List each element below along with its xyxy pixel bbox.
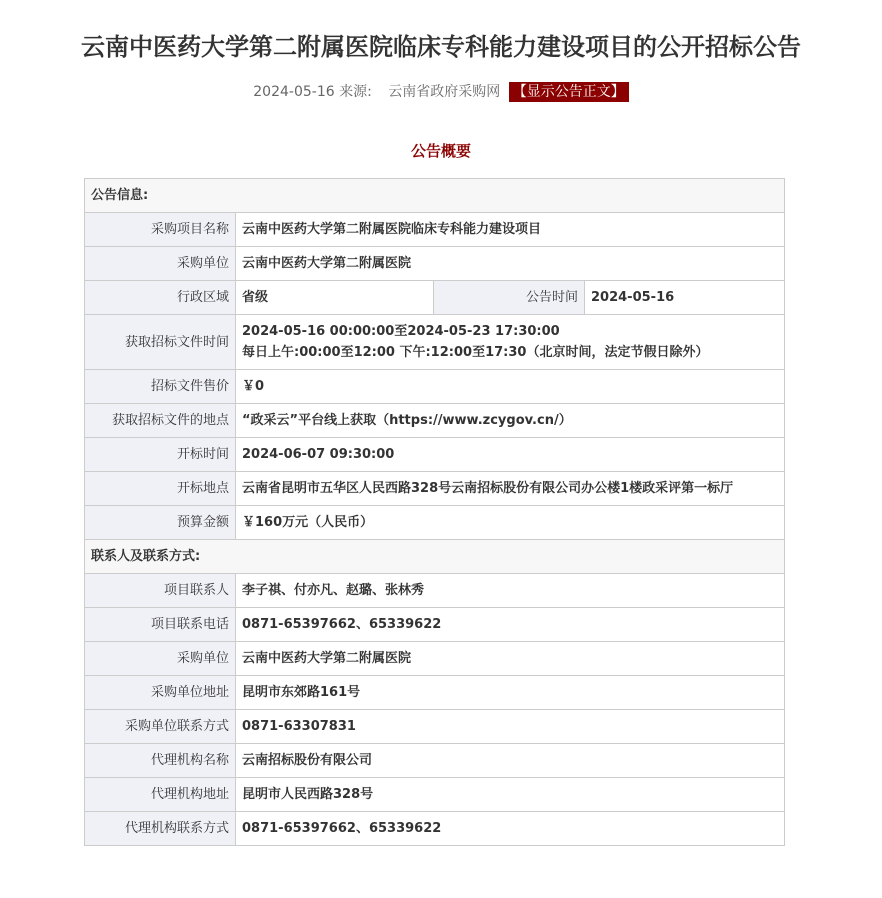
table-row xyxy=(85,710,785,744)
table-row xyxy=(85,574,785,608)
table-row xyxy=(85,472,785,506)
table-row xyxy=(85,179,785,213)
page-title: 云南中医药大学第二附属医院临床专科能力建设项目的公开招标公告 xyxy=(81,33,801,61)
doc-price-value: ￥0 xyxy=(236,370,785,404)
source-label: 来源: xyxy=(339,84,372,100)
summary-table xyxy=(84,178,785,846)
agency-phone-value: 0871-65397662、65339622 xyxy=(236,812,785,846)
agency-address-value: 昆明市人民西路328号 xyxy=(236,778,785,812)
contacts-group-label: 联系人及联系方式: xyxy=(85,540,785,574)
announcement-meta xyxy=(0,81,882,103)
table-row xyxy=(85,404,785,438)
purchaser-address-value: 昆明市东郊路161号 xyxy=(236,676,785,710)
budget-value: ￥160万元（人民币） xyxy=(236,506,785,540)
open-place-value: 云南省昆明市五华区人民西路328号云南招标股份有限公司办公楼1楼政采评第一标厅 xyxy=(236,472,785,506)
project-contact-label: 项目联系人 xyxy=(85,574,236,608)
open-time-label: 开标时间 xyxy=(85,438,236,472)
doc-price-label: 招标文件售价 xyxy=(85,370,236,404)
project-name-value: 云南中医药大学第二附属医院临床专科能力建设项目 xyxy=(236,213,785,247)
get-doc-time-daily: 每日上午:00:00至12:00 下午:12:00至17:30（北京时间，法定节假日除外） xyxy=(242,345,709,360)
table-row xyxy=(85,642,785,676)
project-phone-value: 0871-65397662、65339622 xyxy=(236,608,785,642)
get-doc-place-value: “政采云”平台线上获取（https://www.zcygov.cn/） xyxy=(236,404,785,438)
table-row xyxy=(85,213,785,247)
budget-label: 预算金额 xyxy=(85,506,236,540)
summary-heading: 公告概要 xyxy=(410,142,471,160)
notice-time-label: 公告时间 xyxy=(434,281,585,315)
purchaser-phone-value: 0871-63307831 xyxy=(236,710,785,744)
table-row xyxy=(85,438,785,472)
get-doc-time-value xyxy=(236,315,785,370)
region-label: 行政区域 xyxy=(85,281,236,315)
show-full-text-button[interactable]: 【显示公告正文】 xyxy=(509,82,629,102)
agency-phone-label: 代理机构联系方式 xyxy=(85,812,236,846)
open-place-label: 开标地点 xyxy=(85,472,236,506)
table-row xyxy=(85,247,785,281)
table-row xyxy=(85,506,785,540)
project-name-label: 采购项目名称 xyxy=(85,213,236,247)
get-doc-time-range: 2024-05-16 00:00:00至2024-05-23 17:30:00 xyxy=(242,324,560,339)
region-value: 省级 xyxy=(236,281,434,315)
agency-name-label: 代理机构名称 xyxy=(85,744,236,778)
table-row xyxy=(85,540,785,574)
project-contact-value: 李子祺、付亦凡、赵璐、张林秀 xyxy=(236,574,785,608)
table-row xyxy=(85,315,785,370)
notice-time-value: 2024-05-16 xyxy=(585,281,785,315)
agency-address-label: 代理机构地址 xyxy=(85,778,236,812)
contact-purchaser-value: 云南中医药大学第二附属医院 xyxy=(236,642,785,676)
open-time-value: 2024-06-07 09:30:00 xyxy=(236,438,785,472)
table-row xyxy=(85,744,785,778)
publish-date: 2024-05-16 xyxy=(253,84,335,100)
table-row xyxy=(85,676,785,710)
get-doc-place-label: 获取招标文件的地点 xyxy=(85,404,236,438)
table-row xyxy=(85,778,785,812)
table-row xyxy=(85,281,785,315)
purchaser-phone-label: 采购单位联系方式 xyxy=(85,710,236,744)
table-row xyxy=(85,370,785,404)
table-row xyxy=(85,812,785,846)
contact-purchaser-label: 采购单位 xyxy=(85,642,236,676)
project-phone-label: 项目联系电话 xyxy=(85,608,236,642)
purchaser-address-label: 采购单位地址 xyxy=(85,676,236,710)
agency-name-value: 云南招标股份有限公司 xyxy=(236,744,785,778)
notice-info-group-label: 公告信息: xyxy=(85,179,785,213)
table-row xyxy=(85,608,785,642)
source-name: 云南省政府采购网 xyxy=(388,84,501,100)
purchaser-label: 采购单位 xyxy=(85,247,236,281)
get-doc-time-label: 获取招标文件时间 xyxy=(85,315,236,370)
purchaser-value: 云南中医药大学第二附属医院 xyxy=(236,247,785,281)
